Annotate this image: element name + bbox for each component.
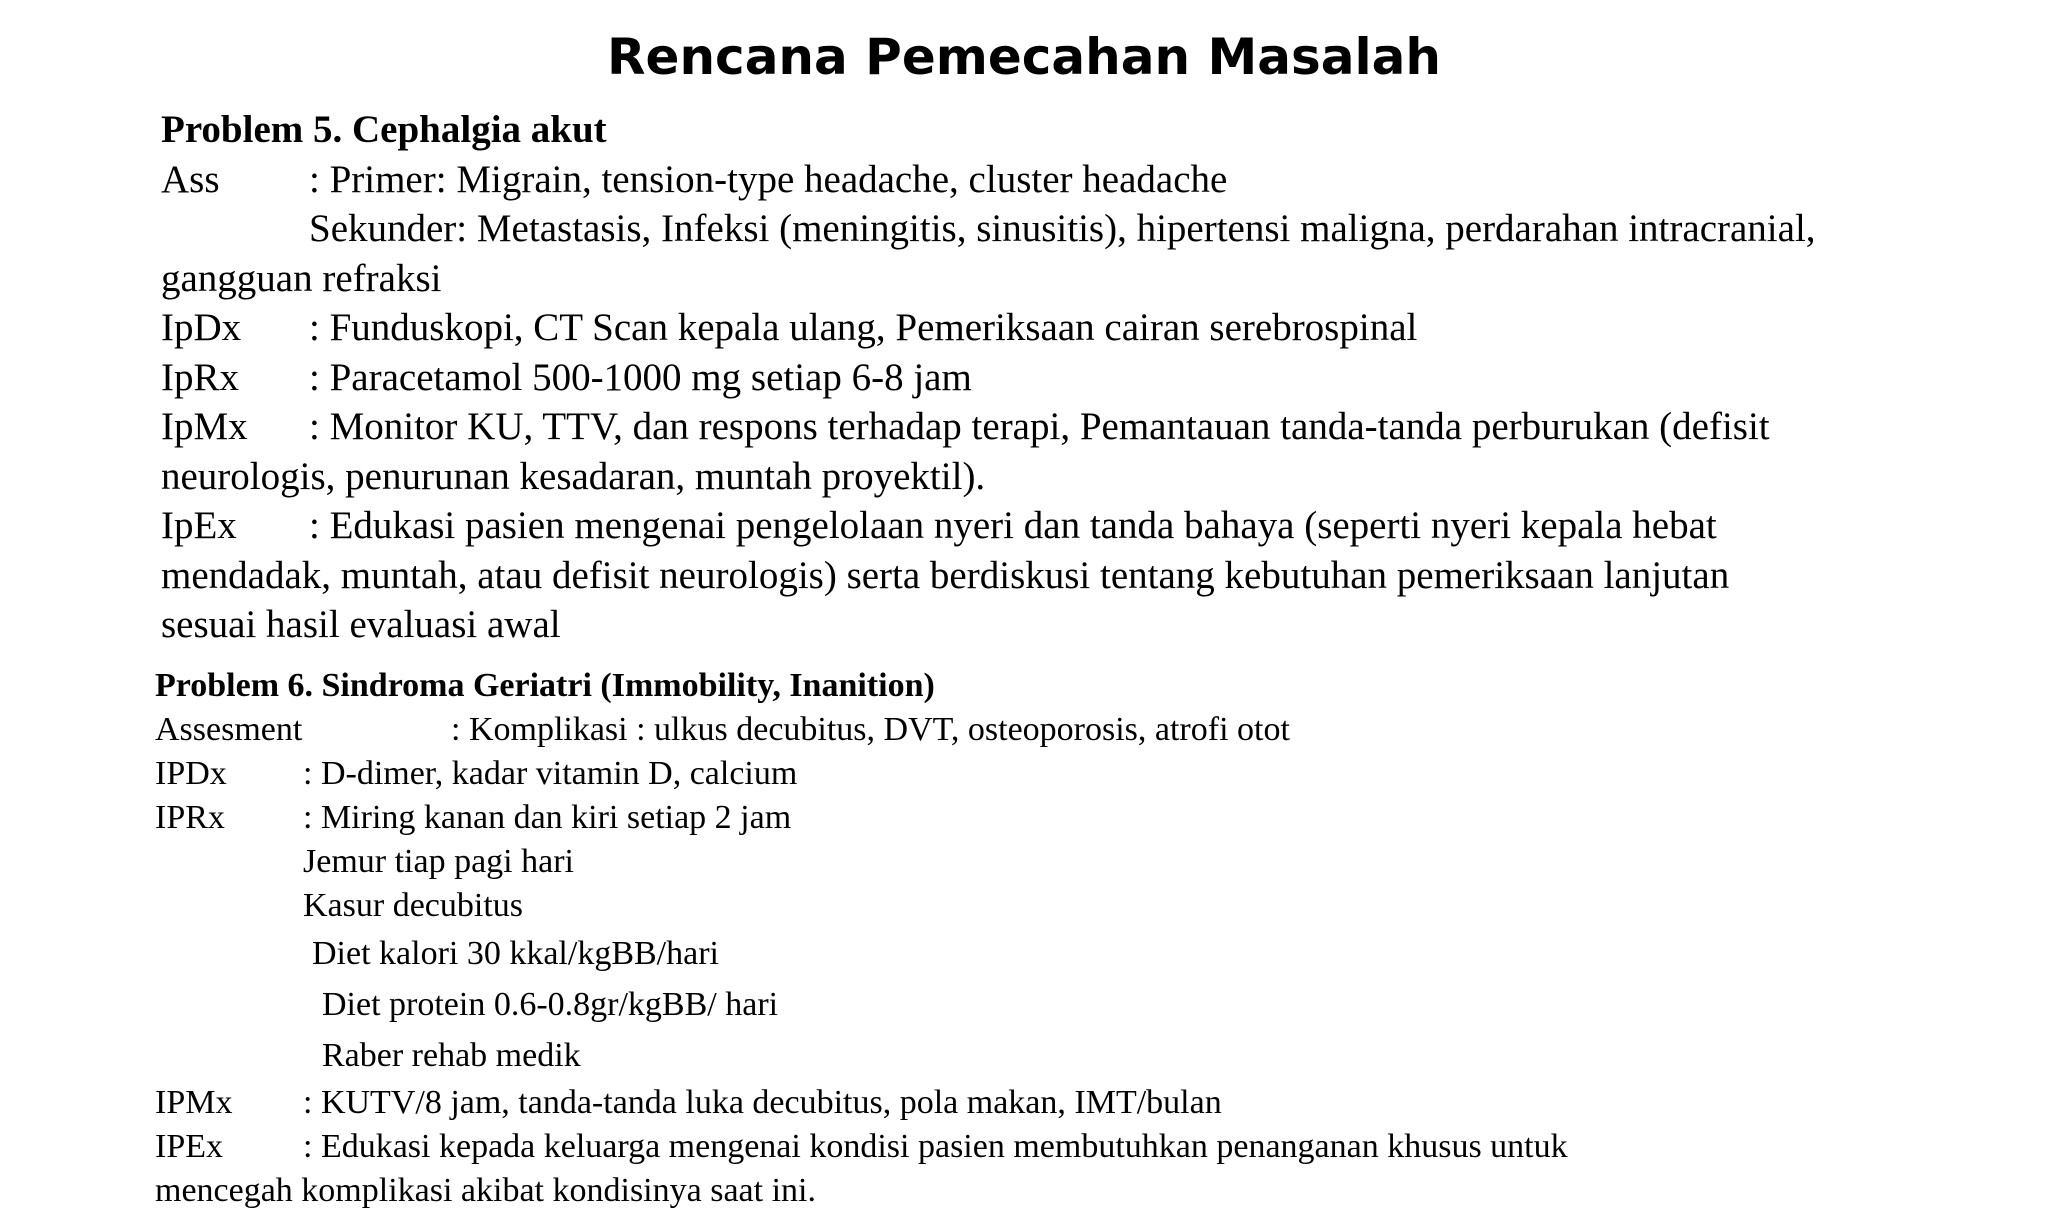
ipdx-text: : Funduskopi, CT Scan kepala ulang, Pemeriksaan cairan serebrospinal bbox=[309, 306, 1418, 349]
ass-secondary-continuation: gangguan refraksi bbox=[161, 256, 442, 300]
ipex-label: IPEx bbox=[155, 1128, 223, 1165]
problem-6-assesment-row bbox=[155, 708, 1855, 752]
ipmx-text: : KUTV/8 jam, tanda-tanda luka decubitus, pola makan, IMT/bulan bbox=[303, 1084, 1222, 1121]
ipex-text: : Edukasi pasien mengenai pengelolaan nyeri dan tanda bahaya (seperti nyeri kepala hebat bbox=[309, 504, 1717, 547]
ipdx-label: IpDx bbox=[161, 306, 242, 349]
problem-5-ipex-row bbox=[161, 501, 1961, 551]
ipmx-text: : Monitor KU, TTV, dan respons terhadap terapi, Pemantauan tanda-tanda perburukan (defisit bbox=[309, 405, 1770, 448]
problem-5-ass-row bbox=[161, 155, 1961, 205]
ass-label: Ass bbox=[161, 157, 220, 201]
assesment-label: Assesment bbox=[155, 711, 303, 748]
ipdx-label: IPDx bbox=[155, 755, 227, 792]
problem-5-iprx-row bbox=[161, 353, 1961, 403]
iprx-item: Diet protein 0.6-0.8gr/kgBB/ hari bbox=[322, 986, 779, 1023]
ass-secondary-text: Sekunder: Metastasis, Infeksi (meningitis, sinusitis), hipertensi maligna, perdarahan intracranial, bbox=[309, 207, 1816, 250]
problem-6-ipex-row bbox=[155, 1125, 1855, 1169]
iprx-item: : Miring kanan dan kiri setiap 2 jam bbox=[303, 799, 792, 836]
problem-6-iprx-row bbox=[155, 796, 1855, 840]
iprx-item: Diet kalori 30 kkal/kgBB/hari bbox=[312, 935, 719, 972]
iprx-label: IPRx bbox=[155, 799, 225, 836]
ipmx-label: IPMx bbox=[155, 1084, 233, 1121]
ipmx-label: IpMx bbox=[161, 405, 248, 448]
assesment-text: : Komplikasi : ulkus decubitus, DVT, osteoporosis, atrofi otot bbox=[451, 711, 1290, 748]
problem-5-section bbox=[161, 105, 1961, 650]
ass-primary-text: : Primer: Migrain, tension-type headache, cluster headache bbox=[309, 157, 1228, 201]
problem-6-section bbox=[155, 664, 1855, 1213]
problem-5-ipdx-row bbox=[161, 303, 1961, 353]
problem-5-ipmx-row bbox=[161, 402, 1961, 452]
ipex-text: : Edukasi kepada keluarga mengenai kondisi pasien membutuhkan penanganan khusus untuk bbox=[303, 1128, 1568, 1165]
problem-6-heading: Problem 6. Sindroma Geriatri (Immobility, Inanition) bbox=[155, 667, 935, 704]
iprx-item: Raber rehab medik bbox=[322, 1037, 581, 1074]
iprx-item: Jemur tiap pagi hari bbox=[303, 843, 574, 880]
ipmx-continuation: neurologis, penurunan kesadaran, muntah proyektil). bbox=[161, 454, 986, 498]
ipdx-text: : D-dimer, kadar vitamin D, calcium bbox=[303, 755, 798, 792]
iprx-label: IpRx bbox=[161, 355, 239, 399]
ipex-label: IpEx bbox=[161, 504, 237, 547]
iprx-item: Kasur decubitus bbox=[303, 887, 524, 924]
problem-6-ipdx-row bbox=[155, 752, 1855, 796]
ipex-continuation: mencegah komplikasi akibat kondisinya saat ini. bbox=[155, 1172, 816, 1209]
iprx-text: : Paracetamol 500-1000 mg setiap 6-8 jam bbox=[309, 355, 972, 399]
problem-5-heading: Problem 5. Cephalgia akut bbox=[161, 108, 607, 151]
ipex-continuation-1: mendadak, muntah, atau defisit neurologis) serta berdiskusi tentang kebutuhan pemeriksaan lanjutan bbox=[161, 553, 1730, 597]
page-title: Rencana Pemecahan Masalah bbox=[607, 28, 1441, 86]
ipex-continuation-2: sesuai hasil evaluasi awal bbox=[161, 603, 561, 646]
problem-6-ipmx-row bbox=[155, 1081, 1855, 1125]
